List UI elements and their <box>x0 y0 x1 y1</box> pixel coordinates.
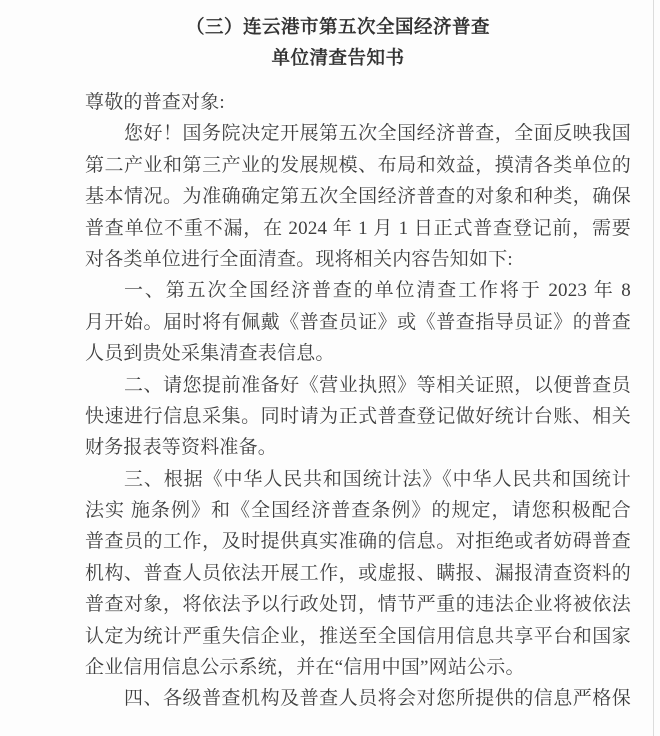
text-line: 第二产业和第三产业的发展规模、布局和效益，摸清各类单位的 <box>85 154 631 176</box>
text-line: 普查员的工作，及时提供真实准确的信息。对拒绝或者妨碍普查 <box>85 531 631 553</box>
text-line: 人员到贵处采集清查表信息。 <box>85 343 335 365</box>
text-line: 企业信用信息公示系统，并在“信用中国”网站公示。 <box>85 657 525 679</box>
text-line: 法实 施条例》和《全国经济普查条例》的规定，请您积极配合 <box>85 500 631 522</box>
text-line: 三、根据《中华人民共和国统计法》《中华人民共和国统计 <box>124 468 631 490</box>
text-line: 快速进行信息采集。同时请为正式普查登记做好统计台账、相关 <box>85 405 631 427</box>
text-line: 二、请您提前准备好《营业执照》等相关证照，以便普查员 <box>124 374 631 396</box>
document-body <box>85 87 631 715</box>
text-line: 财务报表等资料准备。 <box>85 437 278 459</box>
title-line-2: 单位清查告知书 <box>271 47 405 68</box>
page-edge-line <box>653 0 654 736</box>
text-line: 一、第五次全国经济普查的单位清查工作将于 2023 年 8 <box>124 280 631 302</box>
text-line: 机构、普查人员依法开展工作，或虚报、瞒报、漏报清查资料的 <box>85 562 631 584</box>
text-line: 认定为统计严重失信企业，推送至全国信用信息共享平台和国家 <box>85 625 631 647</box>
text-line: 月开始。届时将有佩戴《普查员证》或《普查指导员证》的普查 <box>85 311 631 333</box>
document-title <box>0 11 660 73</box>
text-line: 四、各级普查机构及普查人员将会对您所提供的信息严格保 <box>124 688 631 710</box>
text-line: 基本情况。为准确确定第五次全国经济普查的对象和种类，确保 <box>85 186 631 208</box>
text-line: 对各类单位进行全面清查。现将相关内容告知如下: <box>85 248 513 270</box>
title-line-1: （三）连云港市第五次全国经济普查 <box>185 16 490 37</box>
text-line: 普查单位不重不漏，在 2024 年 1 月 1 日正式普查登记前，需要 <box>85 217 631 239</box>
text-line: 尊敬的普查对象: <box>85 92 225 113</box>
text-line: 普查对象，将依法予以行政处罚，情节严重的违法企业将被依法 <box>85 594 631 616</box>
text-line: 您好！国务院决定开展第五次全国经济普查，全面反映我国 <box>124 123 631 145</box>
